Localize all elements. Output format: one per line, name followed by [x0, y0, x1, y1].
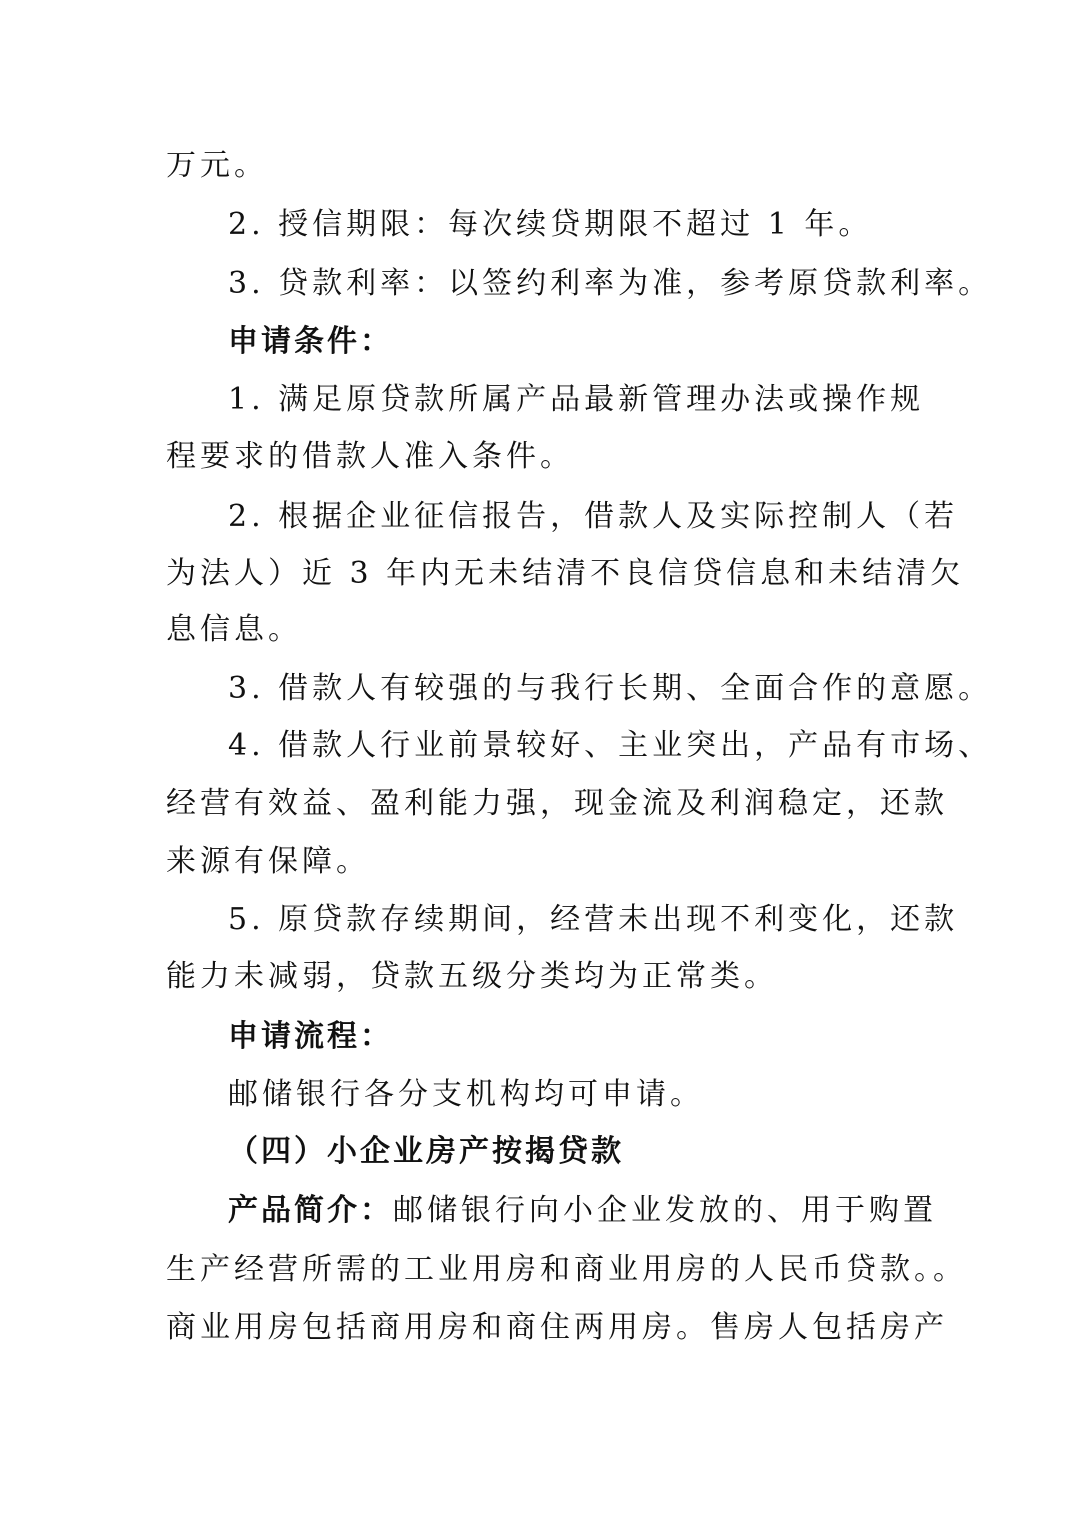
text-line: 3. 贷款利率：以签约利率为准，参考原贷款利率。	[228, 266, 993, 301]
text-line: 为法人）近 3 年内无未结清不良信贷信息和未结清欠	[166, 556, 965, 591]
text-line: 5. 原贷款存续期间，经营未出现不利变化，还款	[228, 902, 959, 937]
subsection-heading-property-mortgage-loan: （四）小企业房产按揭贷款	[228, 1134, 624, 1169]
section-heading-application-process: 申请流程：	[228, 1019, 393, 1054]
text-line: 万元。	[166, 148, 268, 183]
section-heading-application-conditions: 申请条件：	[228, 324, 393, 359]
text-line: 商业用房包括商用房和商住两用房。售房人包括房产	[166, 1310, 948, 1345]
text-line: 程要求的借款人准入条件。	[166, 439, 574, 474]
text-line: 能力未减弱，贷款五级分类均为正常类。	[166, 959, 778, 994]
text-line	[228, 1187, 988, 1235]
text-line: 经营有效益、盈利能力强，现金流及利润稳定，还款	[166, 786, 948, 821]
text-line: 2. 根据企业征信报告，借款人及实际控制人（若	[228, 499, 959, 534]
text-line: 息信息。	[166, 612, 302, 647]
text-line: 2. 授信期限：每次续贷期限不超过 1 年。	[228, 207, 873, 242]
text-line: 3. 借款人有较强的与我行长期、全面合作的意愿。	[228, 671, 993, 706]
text-line: 生产经营所需的工业用房和商业用房的人民币贷款。。	[166, 1252, 967, 1287]
text-line: 1. 满足原贷款所属产品最新管理办法或操作规	[228, 382, 925, 417]
text-line: 来源有保障。	[166, 844, 370, 879]
text-line: 4. 借款人行业前景较好、主业突出，产品有市场、	[228, 728, 993, 763]
text-line: 邮储银行各分支机构均可申请。	[228, 1077, 704, 1112]
product-intro-text: 邮储银行向小企业发放的、用于购置	[393, 1193, 937, 1228]
product-intro-label: 产品简介：	[228, 1193, 393, 1228]
